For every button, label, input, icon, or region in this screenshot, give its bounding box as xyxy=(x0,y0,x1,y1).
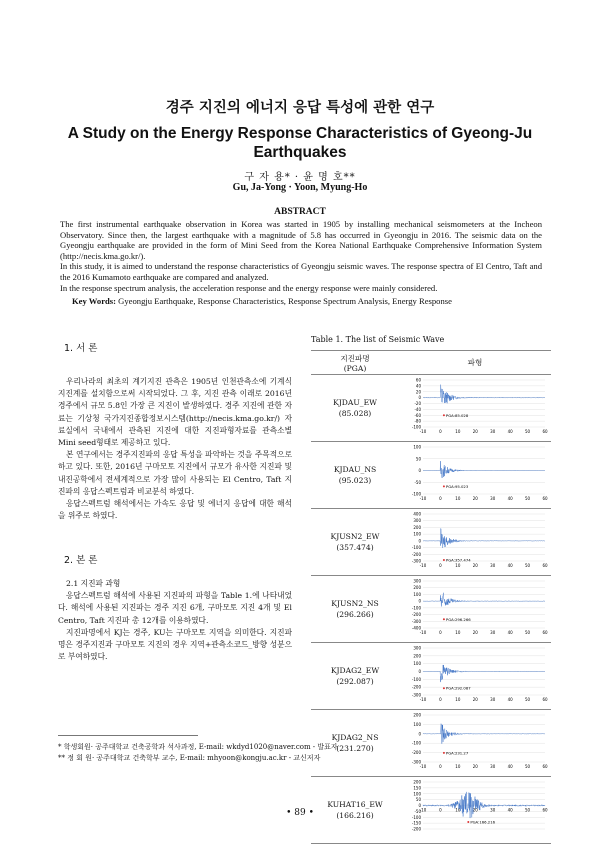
y-tick-label: -200 xyxy=(411,551,421,557)
x-tick-label: 30 xyxy=(490,496,496,501)
pga-marker xyxy=(443,414,445,416)
x-tick-label: 0 xyxy=(439,630,442,635)
y-tick-label: -60 xyxy=(414,412,421,418)
x-tick-label: 50 xyxy=(525,764,531,769)
table-caption: Table 1. The list of Seismic Wave xyxy=(311,335,445,344)
waveform-plot xyxy=(399,712,549,772)
waveform-line xyxy=(423,528,545,548)
x-tick-label: 0 xyxy=(439,764,442,769)
y-tick-label: 100 xyxy=(413,661,421,667)
y-tick-label: -50 xyxy=(414,479,421,485)
authors-english: Gu, Ja-Yong · Yoon, Myung-Ho xyxy=(232,182,368,193)
pga-label: PGA:166.216 xyxy=(470,819,496,825)
x-tick-label: 10 xyxy=(455,429,461,434)
pga-marker xyxy=(443,752,445,754)
x-tick-label: -10 xyxy=(419,563,427,568)
wave-name: KJDAU_NS xyxy=(333,465,377,474)
x-tick-label: -10 xyxy=(419,496,427,501)
wave-name: KJDAG2_NS xyxy=(331,733,379,742)
y-tick-label: -300 xyxy=(411,759,421,765)
table-header-wave: 파형 xyxy=(399,351,551,375)
y-tick-label: -300 xyxy=(411,618,421,624)
y-tick-label: 200 xyxy=(413,653,421,659)
x-tick-label: 0 xyxy=(439,563,442,568)
pga-marker xyxy=(443,559,445,561)
wave-name: KJDAU_EW xyxy=(333,398,377,407)
section-2-title: 2. 본 론 xyxy=(64,555,98,566)
pga-marker xyxy=(443,485,445,487)
section-1-body xyxy=(58,376,292,522)
waveform-plot xyxy=(399,645,549,705)
y-tick-label: 200 xyxy=(413,779,421,785)
x-tick-label: 40 xyxy=(507,697,513,702)
x-tick-label: 60 xyxy=(542,697,548,702)
x-tick-label: 50 xyxy=(525,429,531,434)
waveform-cell xyxy=(399,576,551,643)
x-tick-label: 50 xyxy=(525,697,531,702)
wave-name-cell xyxy=(311,643,399,710)
pga-label: PGA:85.028 xyxy=(445,412,469,418)
x-tick-label: 20 xyxy=(472,563,478,568)
y-tick-label: -100 xyxy=(411,676,421,682)
x-tick-label: 40 xyxy=(507,807,513,813)
wave-pga: (292.087) xyxy=(336,677,374,686)
y-tick-label: 60 xyxy=(415,377,421,383)
waveform-plot xyxy=(399,377,549,437)
table-row xyxy=(311,643,551,710)
x-tick-label: 20 xyxy=(472,630,478,635)
x-tick-label: 50 xyxy=(525,496,531,501)
y-tick-label: 0 xyxy=(418,468,421,473)
table-row xyxy=(311,509,551,576)
wave-pga: (231.270) xyxy=(336,744,374,753)
x-tick-label: 20 xyxy=(472,429,478,434)
waveform-plot xyxy=(399,511,549,571)
abstract xyxy=(60,219,542,293)
x-tick-label: 0 xyxy=(439,496,442,501)
y-tick-label: -300 xyxy=(411,558,421,564)
y-tick-label: 0 xyxy=(418,395,421,401)
y-tick-label: 0 xyxy=(418,669,421,674)
abstract-paragraph: In the response spectrum analysis, the acceleration response and the energy response were mainly considered. xyxy=(60,282,438,293)
y-tick-label: 200 xyxy=(413,524,421,530)
waveform-line xyxy=(423,385,545,404)
y-tick-label: 20 xyxy=(415,389,421,395)
y-tick-label: 50 xyxy=(415,797,421,803)
footnotes xyxy=(58,742,338,764)
section-1-title: 1. 서 론 xyxy=(64,343,98,354)
x-tick-label: 30 xyxy=(490,807,496,813)
x-tick-label: 20 xyxy=(472,764,478,769)
footnote: * 학생회원· 공주대학교 건축공학과 석사과정, E-mail: wkdyd1020@naver.com - 발표자 xyxy=(58,743,338,751)
y-tick-label: 0 xyxy=(418,598,421,604)
wave-pga: (85.028) xyxy=(338,409,372,418)
x-tick-label: 0 xyxy=(439,429,442,434)
x-tick-label: 30 xyxy=(490,697,496,702)
y-tick-label: 100 xyxy=(413,791,421,797)
pga-label: PGA:357.474 xyxy=(445,557,471,563)
wave-pga: (296.266) xyxy=(336,610,374,619)
paper-title-english: A Study on the Energy Response Characteristics of Gyeong-Ju Earthquakes xyxy=(67,125,533,161)
y-tick-label: 300 xyxy=(413,518,421,524)
x-tick-label: 50 xyxy=(525,563,531,568)
y-tick-label: 100 xyxy=(413,531,421,537)
abstract-paragraph: In this study, it is aimed to understand the response characteristics of Gyeongju seismic waves. The response spectra of El Centro, Taft and the 2016 Kumamoto earthquake are compared and analyzed. xyxy=(60,261,542,282)
paper-title-korean: 경주 지진의 에너지 응답 특성에 관한 연구 xyxy=(165,100,435,116)
y-tick-label: -20 xyxy=(414,401,421,406)
y-tick-label: -100 xyxy=(411,740,421,746)
x-tick-label: 10 xyxy=(455,630,461,635)
y-tick-label: 300 xyxy=(413,645,421,651)
table-row xyxy=(311,442,551,509)
waveform-plot xyxy=(399,578,549,638)
x-tick-label: -10 xyxy=(419,697,427,702)
y-tick-label: -80 xyxy=(414,418,421,424)
x-tick-label: -10 xyxy=(419,764,427,769)
wave-pga: (166.216) xyxy=(336,811,374,820)
x-tick-label: 20 xyxy=(472,496,478,501)
seismic-wave-table xyxy=(311,350,551,844)
x-tick-label: 0 xyxy=(439,807,442,813)
pga-marker xyxy=(443,618,445,620)
y-tick-label: -200 xyxy=(411,750,421,756)
x-tick-label: 20 xyxy=(472,807,478,813)
y-tick-label: -100 xyxy=(411,814,421,820)
body-paragraph: 우리나라의 최초의 계기지진 관측은 1905년 인천관측소에 기계식지진계를 설치함으로써 시작되었다. 그 후, 지진 관측 이래로 2016년 경주에서 규모 5.8인 가장 큰 지진이 발생하였다. 경주 지진에 관한 자료는 기상청 국가지진종합정보시스템(http://necis.kma.go.kr/) 자료실에서 국내에서 관측된 지진에 대한 지진파형자료를 관측소별 Mini seed형태로 제공하고 있다. xyxy=(58,377,292,448)
y-tick-label: 100 xyxy=(413,444,421,450)
y-tick-label: -40 xyxy=(414,406,421,412)
y-tick-label: 150 xyxy=(413,785,421,791)
y-tick-label: -200 xyxy=(411,684,421,690)
x-tick-label: 30 xyxy=(490,630,496,635)
y-tick-label: -150 xyxy=(411,820,421,826)
x-tick-label: 0 xyxy=(439,697,442,702)
y-tick-label: -100 xyxy=(411,605,421,611)
waveform-line xyxy=(423,461,545,478)
x-tick-label: -10 xyxy=(419,630,427,635)
waveform-cell xyxy=(399,442,551,509)
y-tick-label: 200 xyxy=(413,712,421,718)
x-tick-label: 40 xyxy=(507,429,513,434)
x-tick-label: 60 xyxy=(542,563,548,568)
x-tick-label: 60 xyxy=(542,764,548,769)
keywords xyxy=(72,296,542,306)
x-tick-label: 40 xyxy=(507,496,513,501)
x-tick-label: 30 xyxy=(490,429,496,434)
keywords-text: Gyeongju Earthquake, Response Characteristics, Response Spectrum Analysis, Energy Response xyxy=(118,296,452,306)
x-tick-label: 10 xyxy=(455,563,461,568)
y-tick-label: 400 xyxy=(413,511,421,517)
pga-marker xyxy=(443,687,445,689)
waveform-cell xyxy=(399,643,551,710)
pga-label: PGA:231.27 xyxy=(445,750,469,756)
wave-pga: (357.474) xyxy=(336,543,374,552)
y-tick-label: 40 xyxy=(415,383,421,389)
x-tick-label: 40 xyxy=(507,563,513,568)
footnote-divider xyxy=(58,735,198,736)
wave-name-cell xyxy=(311,509,399,576)
footnote: ** 정 회 원· 공주대학교 건축학부 교수, E-mail: mhyoon@kongju.ac.kr - 교신저자 xyxy=(58,754,321,762)
y-tick-label: 200 xyxy=(413,585,421,591)
x-tick-label: 50 xyxy=(525,807,531,813)
x-tick-label: 10 xyxy=(455,807,461,813)
y-tick-label: -400 xyxy=(411,625,421,631)
x-tick-label: 50 xyxy=(525,630,531,635)
authors-korean: 구 자 용* · 윤 명 호** xyxy=(244,172,356,183)
wave-pga: (95.023) xyxy=(338,476,372,485)
x-tick-label: 60 xyxy=(542,630,548,635)
x-tick-label: 60 xyxy=(542,807,548,813)
x-tick-label: -10 xyxy=(419,807,427,813)
wave-name: KJUSN2_NS xyxy=(331,599,379,608)
pga-label: PGA:296.266 xyxy=(445,616,471,622)
y-tick-label: 0 xyxy=(418,803,421,808)
y-tick-label: -50 xyxy=(414,808,421,814)
table-row xyxy=(311,576,551,643)
x-tick-label: 40 xyxy=(507,630,513,635)
y-tick-label: -100 xyxy=(411,424,421,430)
x-tick-label: 10 xyxy=(455,697,461,702)
y-tick-label: 50 xyxy=(415,456,421,462)
page-number: • 89 • xyxy=(286,808,314,818)
waveform-cell xyxy=(399,710,551,777)
waveform-cell xyxy=(399,375,551,442)
y-tick-label: -100 xyxy=(411,491,421,497)
body-paragraph: 응답스펙트럼 해석에서는 가속도 응답 및 에너지 응답에 대한 해석을 위주로 하였다. xyxy=(58,499,292,521)
body-paragraph: 본 연구에서는 경주지진파의 응답 특성을 파악하는 것을 주목적으로 하고 있다. 또한, 2016년 구마모토 지진에서 규모가 유사한 지진파 및 내진공학에서 전세계적으로 가장 많이 사용되는 El Centro, Taft 지진파의 응답스펙트럼과 비교분석 하였다. xyxy=(58,450,292,496)
wave-name: KUHAT16_EW xyxy=(327,800,383,809)
subsection-title: 2.1 지진파 과형 xyxy=(66,579,121,588)
wave-name: KJDAG2_EW xyxy=(330,666,380,675)
body-paragraph: 응답스펙트럼 해석에 사용된 지진파의 파형을 Table 1.에 나타내었다. 해석에 사용된 지진파는 경주 지진 6개, 구마모토 지진 4개 및 El Centro, Taft 지진파 총 12개를 이용하였다. xyxy=(58,591,292,625)
abstract-paragraph: The first instrumental earthquake observation in Korea was started in 1905 by installing mechanical seismometers at the Incheon Observatory. Since then, the largest earthquake with a magnitude of 5.8 has occurred in Gyeongju in 2016. The seismic data on the Gyeongju earthquake are provided in the form of Mini Seed from the Korea National Earthquake Comprehensive Information System (http://necis.kma.go.kr/). xyxy=(60,219,542,261)
x-tick-label: 10 xyxy=(455,496,461,501)
keywords-label: Key Words: xyxy=(72,296,117,306)
body-paragraph: 지진파명에서 KJ는 경주, KU는 구마모토 지역을 의미한다. 지진파명은 경주지진과 구마모토 지진의 경우 지역+관측소코드_방향 성분으로 부여하였다. xyxy=(58,627,292,662)
wave-name-cell xyxy=(311,576,399,643)
y-tick-label: -200 xyxy=(411,612,421,618)
pga-label: PGA:95.023 xyxy=(445,483,469,489)
wave-name-cell xyxy=(311,375,399,442)
y-tick-label: -200 xyxy=(411,826,421,832)
y-tick-label: -300 xyxy=(411,692,421,698)
x-tick-label: 40 xyxy=(507,764,513,769)
y-tick-label: 300 xyxy=(413,578,421,584)
y-tick-label: 0 xyxy=(418,731,421,737)
table-row xyxy=(311,375,551,442)
y-tick-label: -100 xyxy=(411,545,421,551)
x-tick-label: 30 xyxy=(490,764,496,769)
x-tick-label: 20 xyxy=(472,697,478,702)
x-tick-label: 10 xyxy=(455,764,461,769)
table-row xyxy=(311,710,551,777)
table-header-name: 지진파명 (PGA) xyxy=(311,351,399,375)
y-tick-label: 0 xyxy=(418,538,421,544)
x-tick-label: 60 xyxy=(542,429,548,434)
waveform-cell xyxy=(399,509,551,576)
section-2-body xyxy=(58,578,292,663)
x-tick-label: -10 xyxy=(419,429,427,434)
y-tick-label: 100 xyxy=(413,591,421,597)
wave-name-cell xyxy=(311,442,399,509)
waveform-line xyxy=(423,593,545,607)
waveform-plot xyxy=(399,444,549,504)
x-tick-label: 60 xyxy=(542,496,548,501)
y-tick-label: 100 xyxy=(413,721,421,727)
wave-name: KJUSN2_EW xyxy=(330,532,380,541)
x-tick-label: 30 xyxy=(490,563,496,568)
pga-label: PGA:292.087 xyxy=(445,685,471,691)
abstract-heading: ABSTRACT xyxy=(274,207,326,217)
pga-marker xyxy=(467,821,469,823)
